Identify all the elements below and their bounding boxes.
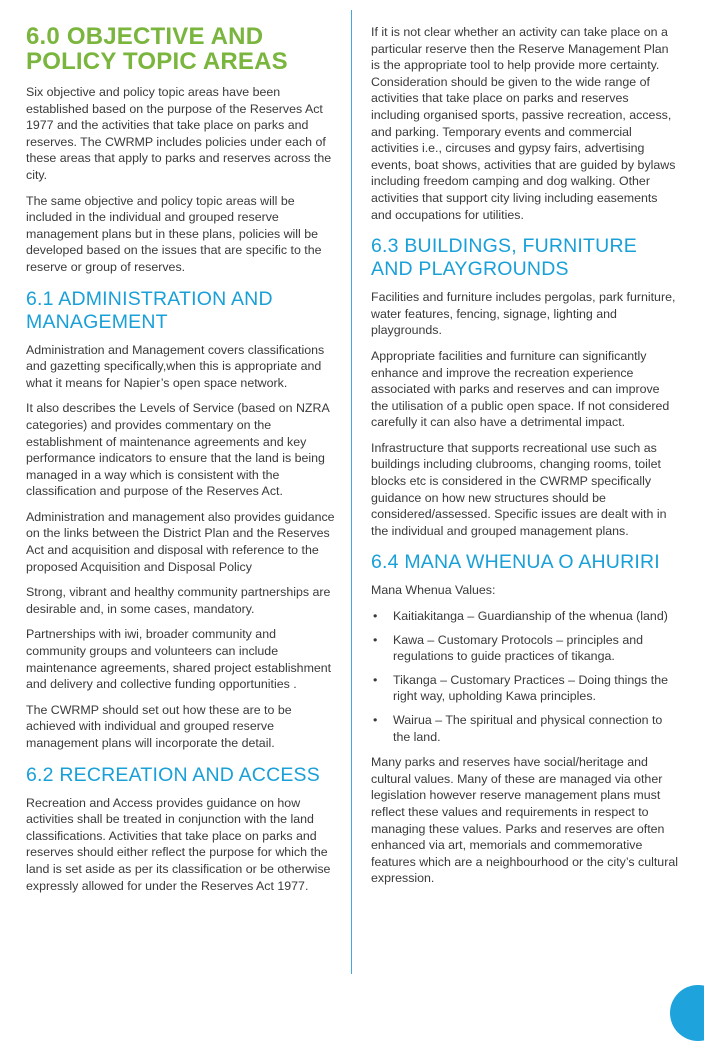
section-6-2-paragraph-2: If it is not clear whether an activity can take place on a particular reserve then the Reserve Management Plan is the appropriate tool to help provide more certainty. Consideration should be given to the wide range of activities that take place on parks and reserves including organised sports, passive recreation, access, and parking. Temporary events and commercial activities i.e., circuses and gypsy fairs, advertising events, boat shows, activities that are guided by bylaws including freedom camping and dog walking. Other activities that support city living including easements and occupations for utilities.: [371, 25, 676, 222]
column-divider: [351, 10, 352, 974]
section-6-1-heading: 6.1 ADMINISTRATION AND MANAGEMENT: [26, 287, 273, 333]
section-6-0-heading: 6.0 OBJECTIVE AND POLICY TOPIC AREAS: [26, 23, 288, 75]
list-item: [371, 672, 679, 705]
page-corner-circle-icon: [670, 985, 704, 1041]
section-6-1-paragraph-4: Strong, vibrant and healthy community partnerships are desirable and, in some cases, mandatory.: [26, 585, 331, 616]
list-item-text: Tikanga – Customary Practices – Doing things the right way, upholding Kawa principles.: [393, 672, 669, 704]
section-6-1-paragraph-2: It also describes the Levels of Service (based on NZRA categories) and provides commentary on the establishment of maintenance agreements and key performance indicators to ensure that the land is being managed in a way which is consistent with the classification and purpose of the Reserves Act.: [26, 401, 330, 499]
section-6-1-paragraph-3: Administration and management also provides guidance on the links between the District Plan and the Reserves Act and acquisition and disposal with reference to the proposed Acquisition and Disposal Policy: [26, 509, 335, 574]
list-item: [371, 608, 679, 625]
list-item-text: Kaitiakitanga – Guardianship of the whenua (land): [393, 609, 668, 624]
section-6-3-paragraph-3: Infrastructure that supports recreational use such as buildings including clubrooms, changing rooms, toilet blocks etc is considered in the CWRMP specifically guidance on how new structures should be considered/assessed. Specific issues are dealt with in the individual and grouped management plans.: [371, 440, 667, 538]
section-6-4-heading: 6.4 MANA WHENUA O AHURIRI: [371, 551, 660, 574]
right-column: [371, 24, 679, 896]
section-6-1-paragraph-1: Administration and Management covers classifications and gazetting specifically,when this is appropriate and what it means for Napier’s open space network.: [26, 342, 325, 390]
section-6-2-paragraph-1: Recreation and Access provides guidance on how activities shall be treated in conjunction with the land classifications. Activities that take place on parks and reserves should either reflect the purpose for which the land is set aside as per its classification or be otherwise expressly allowed for under the Reserves Act 1977.: [26, 795, 331, 893]
section-6-3-paragraph-2: Appropriate facilities and furniture can significantly enhance and improve the recreation experience associated with parks and reserves and can improve the utilisation of a public open space. If not considered carefully it can also have a detrimental impact.: [371, 348, 670, 430]
bullet-icon: •: [373, 609, 378, 624]
bullet-icon: •: [373, 672, 378, 687]
list-item-text: Kawa – Customary Protocols – principles and regulations to guide practices of tikanga.: [393, 632, 643, 664]
section-6-0-paragraph-1: Six objective and policy topic areas have been established based on the purpose of the Reserves Act 1977 and the activities that take place on parks and reserves. The CWRMP includes policies under each of these areas that apply to parks and reserves across the city.: [26, 85, 332, 182]
section-6-3-heading: 6.3 BUILDINGS, FURNITURE AND PLAYGROUNDS: [371, 235, 637, 281]
left-column: [26, 24, 336, 903]
section-6-4-paragraph-2: Many parks and reserves have social/heritage and cultural values. Many of these are managed via other legislation however reserve management plans must reflect these values and requirements in respect to managing these values. Parks and reserves are often enhanced via art, memorials and commemorative features which are a neighbourhood or the city’s cultural expression.: [371, 755, 678, 886]
bullet-icon: •: [373, 713, 378, 727]
section-6-0-paragraph-2: The same objective and policy topic areas will be included in the individual and grouped reserve management plans but in these plans, policies will be developed based on the issues that are specific to the reserve or group of reserves.: [26, 193, 322, 274]
section-6-2-heading: 6.2 RECREATION AND ACCESS: [26, 763, 320, 786]
list-item: [371, 632, 679, 665]
mana-whenua-values-intro: Mana Whenua Values:: [371, 583, 496, 598]
list-item: [371, 712, 679, 745]
mana-whenua-values-list: [371, 608, 679, 745]
list-item-text: Wairua – The spiritual and physical connection to the land.: [393, 713, 663, 744]
section-6-1-paragraph-6: The CWRMP should set out how these are to be achieved with individual and grouped reserve management plans will incorporate the detail.: [26, 702, 292, 750]
section-6-3-paragraph-1: Facilities and furniture includes pergolas, park furniture, water features, fencing, signage, lighting and playgrounds.: [371, 290, 676, 338]
bullet-icon: •: [373, 632, 378, 647]
section-6-1-paragraph-5: Partnerships with iwi, broader community and community groups and volunteers can include maintenance agreements, shared project establishment and delivery and collective funding opportunities .: [26, 627, 332, 692]
